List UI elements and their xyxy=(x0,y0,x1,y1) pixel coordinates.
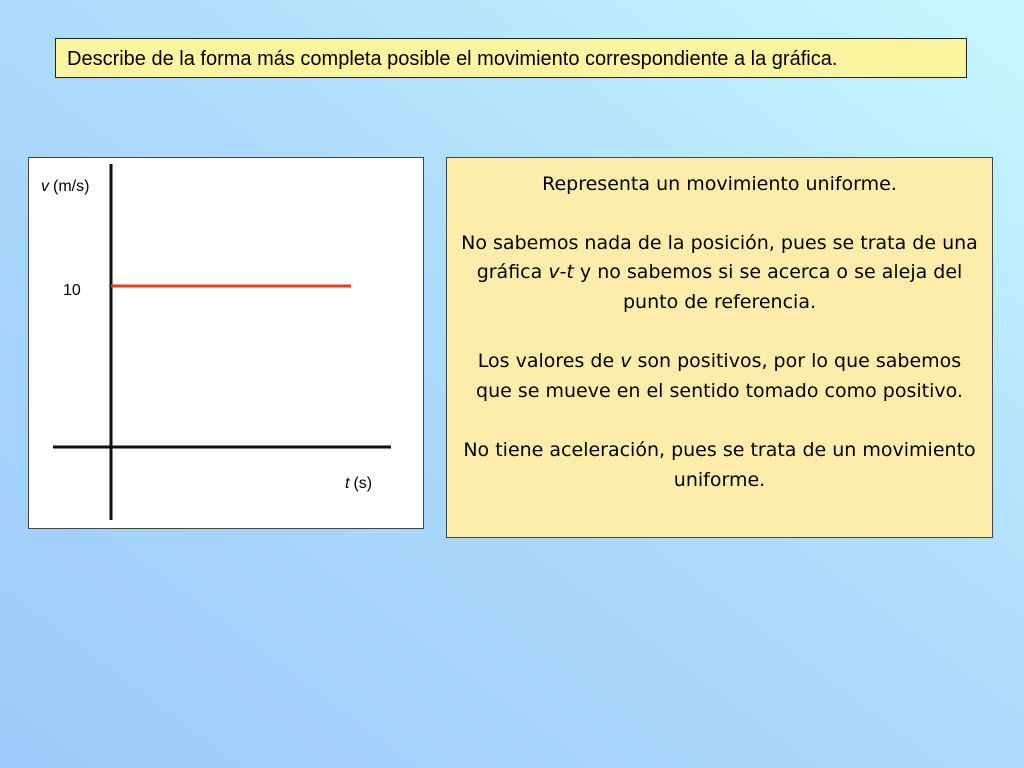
v-symbol: v xyxy=(548,261,560,283)
y-tick-label: 10 xyxy=(63,282,81,299)
answer-paragraph-3 xyxy=(459,347,980,406)
v-symbol: v xyxy=(620,350,632,372)
x-axis-unit: (s) xyxy=(353,475,373,492)
dash: - xyxy=(559,261,567,283)
y-axis-label xyxy=(41,178,89,195)
answer-text: Los valores de xyxy=(477,350,621,372)
x-axis-label xyxy=(345,475,372,492)
chart-canvas xyxy=(29,158,425,530)
t-symbol: t xyxy=(566,261,574,283)
question-title: Describe de la forma más completa posible el movimiento correspondiente a la gráfica. xyxy=(55,38,967,78)
answer-panel xyxy=(446,157,993,538)
answer-paragraph-2 xyxy=(459,229,980,318)
y-axis-unit: (m/s) xyxy=(53,178,90,195)
answer-text: y no sabemos si se acerca o se aleja del punto de referencia. xyxy=(573,261,963,313)
velocity-time-chart xyxy=(28,157,424,529)
x-axis-symbol: t xyxy=(345,475,350,492)
answer-paragraph-4: No tiene aceleración, pues se trata de un movimiento uniforme. xyxy=(463,439,976,491)
y-axis-symbol: v xyxy=(41,178,49,195)
answer-line-1: Representa un movimiento uniforme. xyxy=(542,173,897,195)
answer-text: son positivos, por lo que sabemos que se mueve en el sentido tomado como positivo. xyxy=(476,350,963,402)
answer-text: No sabemos nada de la posición, pues se trata de una gráfica xyxy=(461,231,978,283)
